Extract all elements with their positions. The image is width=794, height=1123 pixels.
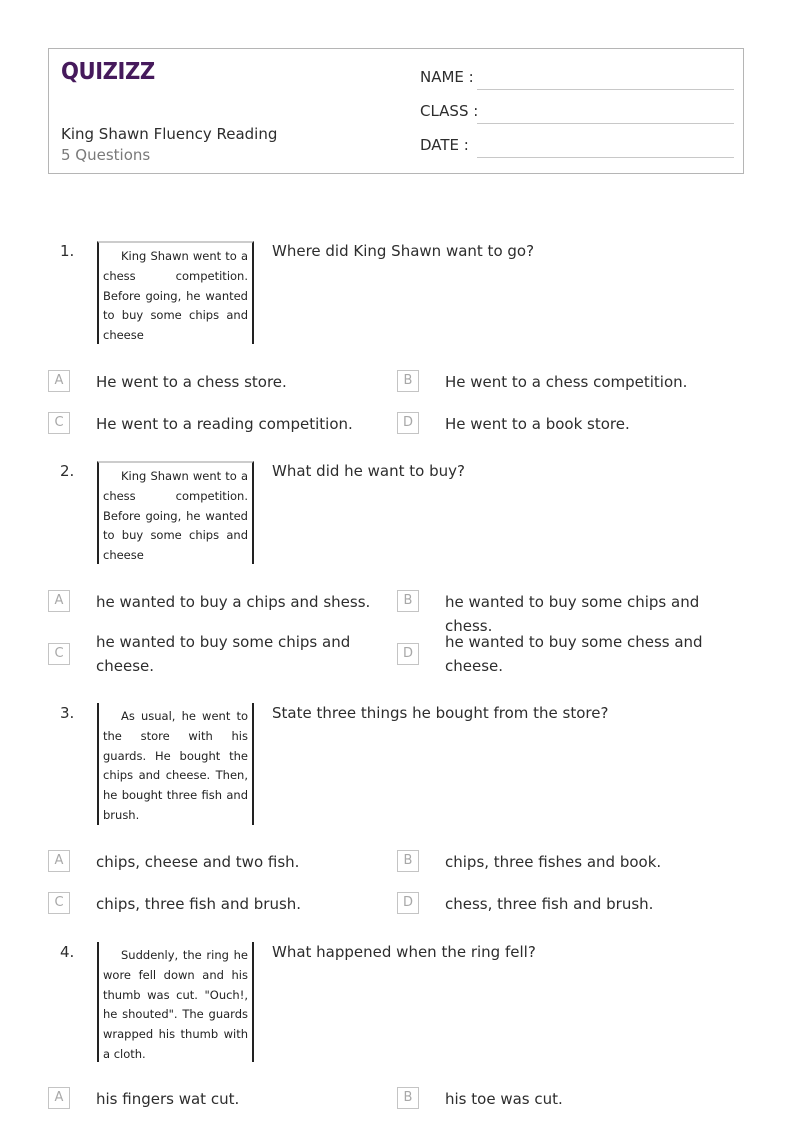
option-letter: D [397, 643, 419, 665]
class-field[interactable] [420, 102, 734, 124]
option-text: his toe was cut. [445, 1090, 563, 1108]
date-label: DATE : [420, 136, 469, 154]
passage-image [97, 703, 254, 825]
name-field[interactable] [420, 68, 734, 90]
option-letter: C [48, 892, 70, 914]
option-text: he wanted to buy some chips and chess. [445, 593, 700, 635]
date-field[interactable] [420, 136, 734, 158]
name-line [477, 89, 734, 90]
option-text: He went to a chess store. [96, 373, 287, 391]
question-text: Where did King Shawn want to go? [272, 242, 535, 260]
class-label: CLASS : [420, 102, 479, 120]
option-text: chips, three fishes and book. [445, 853, 662, 871]
worksheet-title: King Shawn Fluency Reading [61, 125, 278, 143]
option-letter: A [48, 370, 70, 392]
option-letter: A [48, 590, 70, 612]
passage-text: Suddenly, the ring he wore fell down and his thumb was cut. "Ouch!, he shouted". The guards wrapped his thumb with a cloth. [103, 948, 248, 1061]
option-letter: D [397, 892, 419, 914]
passage-text: King Shawn went to a chess competition. Before going, he wanted to buy some chips and cheese [103, 249, 248, 343]
question-number: 3. [60, 704, 75, 722]
option-text: he wanted to buy some chess and cheese. [445, 633, 703, 675]
name-label: NAME : [420, 68, 474, 86]
option-text: chips, cheese and two fish. [96, 853, 300, 871]
passage-image [97, 461, 254, 564]
question-number: 4. [60, 943, 75, 961]
worksheet-header [48, 48, 744, 174]
option-text: his fingers wat cut. [96, 1090, 240, 1108]
date-line [477, 157, 734, 158]
question-text: What did he want to buy? [272, 462, 465, 480]
option-text: he wanted to buy some chips and cheese. [96, 633, 351, 675]
option-letter: B [397, 590, 419, 612]
option-text: He went to a book store. [445, 415, 630, 433]
option-text: He went to a reading competition. [96, 415, 353, 433]
passage-text: King Shawn went to a chess competition. Before going, he wanted to buy some chips and cheese [103, 469, 248, 563]
option-text: he wanted to buy a chips and shess. [96, 593, 371, 611]
quizizz-logo: QUIZIZZ [61, 59, 155, 85]
option-letter: C [48, 643, 70, 665]
option-text: chess, three fish and brush. [445, 895, 654, 913]
option-text: He went to a chess competition. [445, 373, 688, 391]
option-letter: B [397, 1087, 419, 1109]
question-text: State three things he bought from the store? [272, 704, 609, 722]
option-letter: A [48, 850, 70, 872]
option-letter: C [48, 412, 70, 434]
passage-text: As usual, he went to the store with his guards. He bought the chips and cheese. Then, he bought three fish and brush. [103, 709, 248, 822]
option-letter: B [397, 850, 419, 872]
question-number: 1. [60, 242, 75, 260]
option-letter: D [397, 412, 419, 434]
option-letter: B [397, 370, 419, 392]
question-number: 2. [60, 462, 75, 480]
option-letter: A [48, 1087, 70, 1109]
option-text: chips, three fish and brush. [96, 895, 302, 913]
question-text: What happened when the ring fell? [272, 943, 536, 961]
passage-image [97, 241, 254, 344]
class-line [477, 123, 734, 124]
passage-image [97, 942, 254, 1062]
question-count: 5 Questions [61, 146, 151, 164]
